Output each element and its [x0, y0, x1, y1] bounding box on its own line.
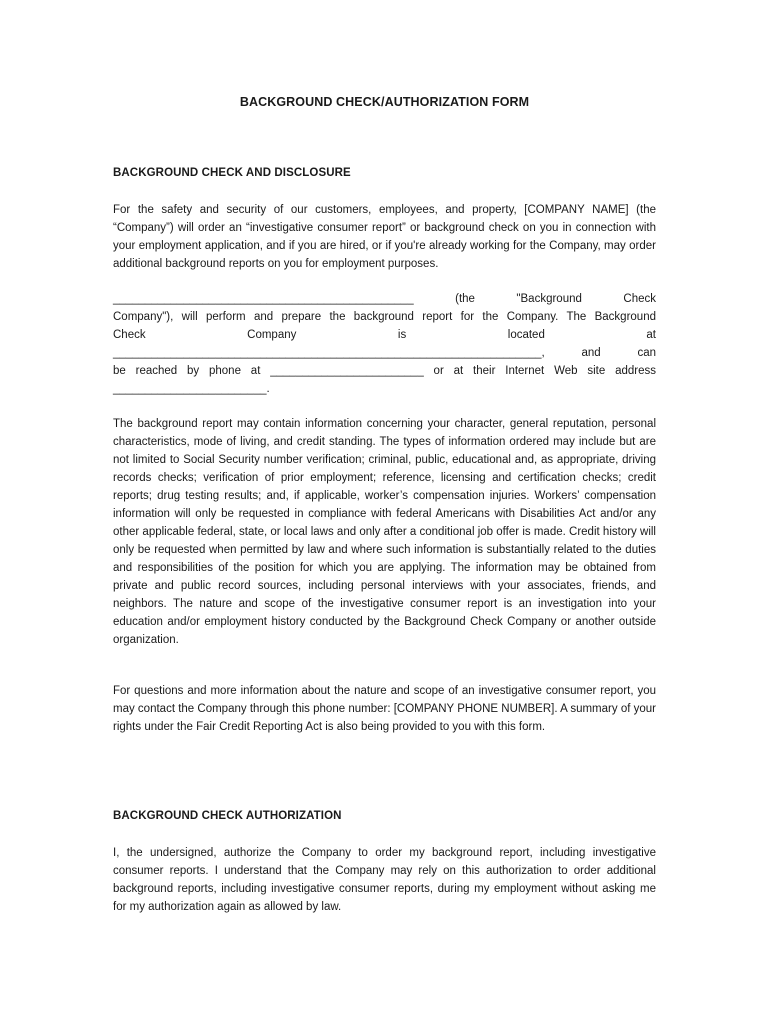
background-company-line-3: Check Company is located at: [113, 329, 656, 341]
background-company-line-5: be reached by phone at ________________________ or at their Internet Web site address: [113, 365, 656, 377]
page-title: BACKGROUND CHECK/AUTHORIZATION FORM: [239, 95, 530, 109]
background-company-line-2: Company"), will perform and prepare the background report for the Company. The Background: [113, 311, 656, 323]
document-page: [113, 0, 656, 1024]
paragraph-questions: For questions and more information about the nature and scope of an investigative consumer report, you may contact the Company through this phone number: [COMPANY PHONE NUMBER]. A summary of your rights under the Fair Credit Reporting Act is also being provided to you with this form.: [113, 685, 656, 733]
background-company-line-1: _______________________________________________ (the "Background Check: [113, 293, 656, 305]
section-heading-disclosure: BACKGROUND CHECK AND DISCLOSURE: [113, 167, 351, 179]
background-company-line-4: ___________________________________________________________________, and can: [113, 347, 656, 359]
paragraph-report-contents: The background report may contain information concerning your character, general reputation, personal characteristics, mode of living, and credit standing. The types of information ordered may include but are not limited to Social Security number verification; criminal, public, educational and, as appropriate, driving records checks; verification of prior employment; reference, licensing and certification checks; credit reports; drug testing results; and, if applicable, worker’s compensation injuries. Workers’ compensation information will only be requested in compliance with federal Americans with Disabilities Act and/or any other applicable federal, state, or local laws and only after a conditional job offer is made. Credit history will only be requested when permitted by law and where such information is substantially related to the duties and responsibilities of the position for which you are applying. The information may be obtained from private and public record sources, including personal interviews with your associates, friends, and neighbors. The nature and scope of the investigative consumer report is an investigation into your education and/or employment history conducted by the Background Check Company or another outside organization.: [113, 418, 656, 646]
background-company-line-6: ________________________.: [113, 383, 270, 395]
section-heading-authorization: BACKGROUND CHECK AUTHORIZATION: [113, 810, 342, 822]
paragraph-background-company: [113, 290, 656, 398]
paragraph-authorization: I, the undersigned, authorize the Company to order my background report, including investigative consumer reports. I understand that the Company may rely on this authorization to order additional background reports, including investigative consumer reports, during my employment without asking me for my authorization again as allowed by law.: [113, 847, 656, 913]
paragraph-intro: For the safety and security of our customers, employees, and property, [COMPANY NAME] (the “Company”) will order an “investigative consumer report” or background check on you in connection with your employment application, and if you are hired, or if you're already working for the Company, may order additional background reports on you for employment purposes.: [113, 204, 656, 270]
